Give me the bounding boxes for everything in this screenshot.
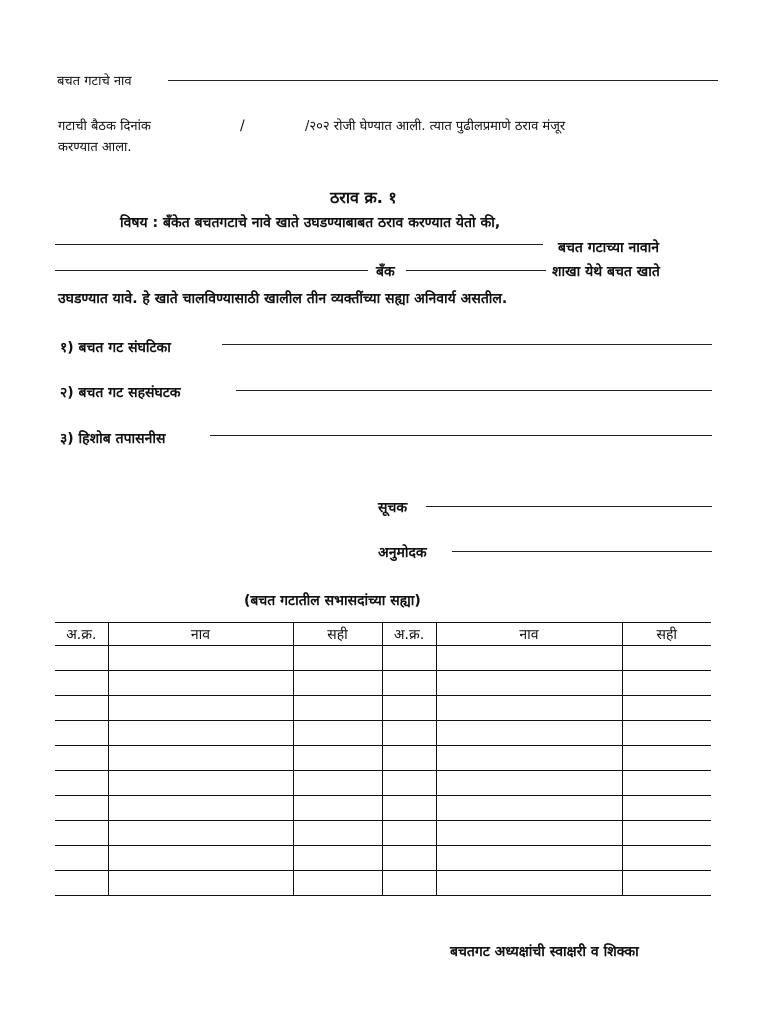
table-row xyxy=(55,871,711,896)
table-cell[interactable] xyxy=(55,846,108,871)
table-cell[interactable] xyxy=(622,646,711,671)
table-cell[interactable] xyxy=(108,796,293,821)
col-signature-1: सही xyxy=(293,623,382,646)
table-cell[interactable] xyxy=(382,846,436,871)
table-cell[interactable] xyxy=(436,646,622,671)
table-row xyxy=(55,721,711,746)
branch-name-line[interactable] xyxy=(406,270,546,271)
table-cell[interactable] xyxy=(55,671,108,696)
proposer-label: सूचक xyxy=(378,500,408,516)
meeting-date-text-cont: करण्यात आला. xyxy=(58,140,132,155)
branch-label: शाखा येथे बचत खाते xyxy=(552,264,660,280)
table-cell[interactable] xyxy=(293,871,382,896)
seconder-sign-line[interactable] xyxy=(452,551,712,552)
signatory-organizer: १) बचत गट संघटिका xyxy=(60,340,171,356)
table-cell[interactable] xyxy=(382,821,436,846)
table-row xyxy=(55,671,711,696)
col-serial-1: अ.क्र. xyxy=(55,623,108,646)
date-separator: / xyxy=(240,118,245,134)
table-cell[interactable] xyxy=(436,846,622,871)
table-cell[interactable] xyxy=(622,846,711,871)
group-name-suffix: बचत गटाच्या नावाने xyxy=(558,240,660,256)
table-cell[interactable] xyxy=(293,671,382,696)
table-cell[interactable] xyxy=(293,771,382,796)
table-cell[interactable] xyxy=(293,721,382,746)
organizer-sign-line[interactable] xyxy=(222,344,712,345)
bank-label: बँक xyxy=(376,264,395,280)
table-row xyxy=(55,796,711,821)
table-cell[interactable] xyxy=(622,721,711,746)
table-cell[interactable] xyxy=(55,696,108,721)
table-cell[interactable] xyxy=(108,821,293,846)
table-cell[interactable] xyxy=(382,696,436,721)
table-cell[interactable] xyxy=(436,771,622,796)
table-cell[interactable] xyxy=(108,771,293,796)
resolution-body: उघडण्यात यावे. हे खाते चालविण्यासाठी खालील तीन व्यक्तींच्या सह्या अनिवार्य असतील. xyxy=(58,291,508,307)
bank-name-line[interactable] xyxy=(55,270,368,271)
table-cell[interactable] xyxy=(293,696,382,721)
auditor-sign-line[interactable] xyxy=(210,435,712,436)
table-cell[interactable] xyxy=(108,871,293,896)
signatory-co-organizer: २) बचत गट सहसंघटक xyxy=(60,385,181,401)
table-cell[interactable] xyxy=(293,796,382,821)
table-cell[interactable] xyxy=(55,646,108,671)
table-cell[interactable] xyxy=(622,746,711,771)
table-cell[interactable] xyxy=(436,696,622,721)
table-row xyxy=(55,696,711,721)
col-name-2: नाव xyxy=(436,623,622,646)
table-cell[interactable] xyxy=(55,721,108,746)
table-cell[interactable] xyxy=(436,871,622,896)
table-cell[interactable] xyxy=(108,671,293,696)
table-cell[interactable] xyxy=(436,746,622,771)
table-cell[interactable] xyxy=(108,696,293,721)
table-cell[interactable] xyxy=(622,871,711,896)
table-cell[interactable] xyxy=(382,871,436,896)
table-cell[interactable] xyxy=(622,796,711,821)
table-row xyxy=(55,771,711,796)
meeting-date-label: गटाची बैठक दिनांक xyxy=(58,119,151,134)
group-name-label: बचत गटाचे नाव xyxy=(57,74,132,89)
resolution-title: ठराव क्र. १ xyxy=(330,188,397,207)
table-cell[interactable] xyxy=(293,821,382,846)
table-cell[interactable] xyxy=(436,721,622,746)
table-cell[interactable] xyxy=(382,746,436,771)
table-cell[interactable] xyxy=(293,746,382,771)
table-cell[interactable] xyxy=(55,796,108,821)
table-cell[interactable] xyxy=(108,846,293,871)
table-cell[interactable] xyxy=(382,771,436,796)
table-cell[interactable] xyxy=(108,746,293,771)
table-row xyxy=(55,846,711,871)
col-name-1: नाव xyxy=(108,623,293,646)
members-caption: (बचत गटातील सभासदांच्या सह्या) xyxy=(244,593,421,609)
proposer-sign-line[interactable] xyxy=(426,506,712,507)
table-row xyxy=(55,821,711,846)
table-cell[interactable] xyxy=(622,671,711,696)
table-cell[interactable] xyxy=(436,821,622,846)
table-cell[interactable] xyxy=(436,796,622,821)
co-organizer-sign-line[interactable] xyxy=(236,390,712,391)
table-cell[interactable] xyxy=(436,671,622,696)
table-cell[interactable] xyxy=(55,821,108,846)
resolution-subject: विषय : बँकेत बचतगटाचे नावे खाते उघडण्याबाबत ठराव करण्यात येतो की, xyxy=(120,215,501,231)
table-cell[interactable] xyxy=(108,646,293,671)
table-row xyxy=(55,646,711,671)
table-cell[interactable] xyxy=(622,696,711,721)
president-signature-label: बचतगट अध्यक्षांची स्वाक्षरी व शिक्का xyxy=(450,944,639,960)
table-cell[interactable] xyxy=(293,846,382,871)
table-cell[interactable] xyxy=(382,646,436,671)
table-cell[interactable] xyxy=(55,871,108,896)
table-cell[interactable] xyxy=(382,671,436,696)
table-cell[interactable] xyxy=(622,771,711,796)
table-cell[interactable] xyxy=(55,771,108,796)
col-signature-2: सही xyxy=(622,623,711,646)
table-cell[interactable] xyxy=(622,821,711,846)
group-name-field-line[interactable] xyxy=(168,80,718,81)
table-cell[interactable] xyxy=(382,796,436,821)
table-header-row xyxy=(55,623,711,646)
table-row xyxy=(55,746,711,771)
table-cell[interactable] xyxy=(293,646,382,671)
signatory-auditor: ३) हिशोब तपासनीस xyxy=(60,431,166,447)
col-serial-2: अ.क्र. xyxy=(382,623,436,646)
group-name-line[interactable] xyxy=(55,244,543,245)
meeting-date-text: /२०२ रोजी घेण्यात आली. त्यात पुढीलप्रमाणे ठराव मंजूर xyxy=(305,119,566,134)
table-cell[interactable] xyxy=(108,721,293,746)
table-cell[interactable] xyxy=(55,746,108,771)
table-cell[interactable] xyxy=(382,721,436,746)
member-signature-table xyxy=(55,622,711,896)
seconder-label: अनुमोदक xyxy=(378,545,427,561)
